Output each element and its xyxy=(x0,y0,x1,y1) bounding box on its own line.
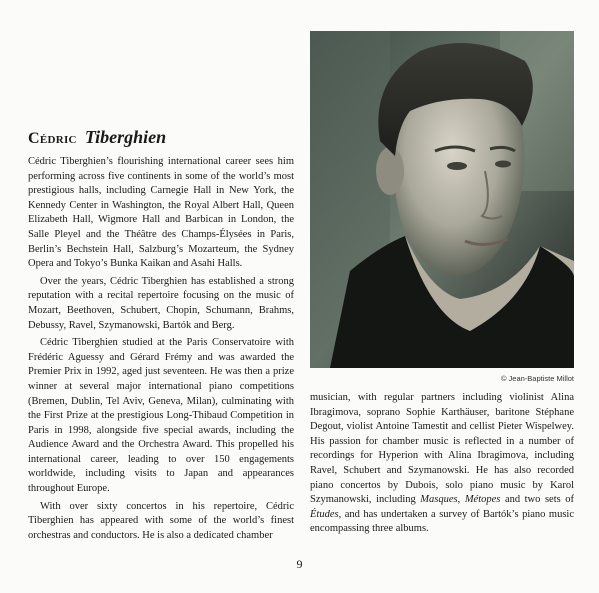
bio-paragraph-5-text-1: musician, with regular partners including violinist Alina Ibragimova, soprano Sophie Karthäuser, baritone Stéphane Degout, violist Antoine Tamestit and cellist Pieter Wispelwey. His passion for chamber music is reflected in a number of recordings for Hyperion with Alina Ibragimova, including Ravel, Schubert and Szymanowski. He has also recorded piano concertos by Dubois, solo piano music by Karol Szymanowski, including xyxy=(310,392,574,506)
artist-first-name: Cédric xyxy=(28,130,77,147)
bio-paragraph-5-text-2: and two sets of xyxy=(500,494,574,506)
page-number: 9 xyxy=(296,557,303,571)
work-title-masques: Masques xyxy=(420,494,458,506)
artist-portrait-photo xyxy=(310,31,574,368)
bio-paragraph-5 xyxy=(310,391,574,537)
portrait-illustration xyxy=(310,31,574,368)
work-title-etudes: Études xyxy=(310,508,339,520)
bio-paragraph-3: Cédric Tiberghien studied at the Paris Conservatoire with Frédéric Aguessy and Gérard Frémy and was awarded the Premier Prix in 1992, aged just seventeen. He was then a prize winner at several major international piano competitions (Bremen, Dublin, Tel Aviv, Geneva, Milan), culminating with the First Prize at the prestigious Long-Thibaud Competition in Paris in 1998, alongside five special awards, including the Audience Award and the Orchestra Award. This propelled his international career, leading to over 150 engagements worldwide, including visits to Japan and appearances throughout Europe. xyxy=(28,337,294,495)
bio-paragraph-1: Cédric Tiberghien’s flourishing international career sees him performing across five continents in some of the world’s most prestigious halls, including Carnegie Hall in New York, the Kennedy Center in Washington, the Royal Albert Hall, Queen Elizabeth Hall, Wigmore Hall and Barbican in London, the Salle Pleyel and the Théâtre des Champs-Élysées in Paris, Berlin’s Bechstein Hall, Salzburg’s Mozarteum, the Sydney Opera and Tokyo’s Bunka Kaikan and Asahi Halls. xyxy=(28,156,294,270)
right-column xyxy=(310,391,574,540)
artist-last-name: Tiberghien xyxy=(84,127,167,147)
bio-paragraph-2: Over the years, Cédric Tiberghien has established a strong reputation with a recital repertoire focusing on the music of Mozart, Beethoven, Schubert, Chopin, Schumann, Brahms, Debussy, Ravel, Szymanowski, Bartók and Berg. xyxy=(28,275,294,331)
bio-paragraph-5-separator: , xyxy=(457,494,465,506)
left-column xyxy=(28,122,294,546)
bio-paragraph-4: With over sixty concertos in his repertoire, Cédric Tiberghien has appeared with some of the world’s finest orchestras and conductors. He is also a dedicated chamber xyxy=(28,500,294,541)
photo-credit: © Jean-Baptiste Millot xyxy=(500,374,574,383)
bio-paragraph-5-text-3: , and has undertaken a survey of Bartók’s piano music encompassing three albums. xyxy=(310,508,574,535)
artist-name xyxy=(28,122,294,149)
work-title-metopes: Métopes xyxy=(464,494,501,506)
